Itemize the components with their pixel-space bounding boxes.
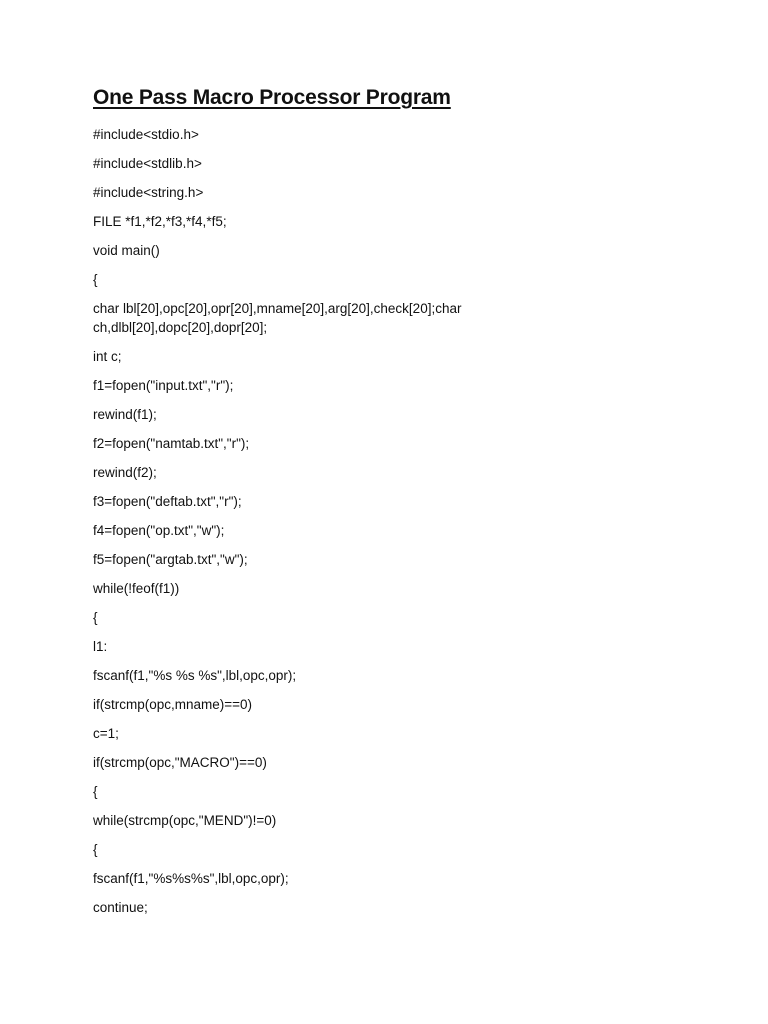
code-line: if(strcmp(opc,mname)==0) bbox=[93, 697, 253, 712]
code-line: rewind(f2); bbox=[93, 465, 157, 480]
code-line: #include<stdio.h> bbox=[93, 127, 199, 142]
code-line: while(strcmp(opc,"MEND")!=0) bbox=[93, 813, 277, 828]
code-line: f1=fopen("input.txt","r"); bbox=[93, 378, 234, 393]
code-line: void main() bbox=[93, 243, 160, 258]
code-line: { bbox=[93, 272, 98, 287]
code-line: fscanf(f1,"%s %s %s",lbl,opc,opr); bbox=[93, 668, 297, 683]
code-line: l1: bbox=[93, 639, 108, 654]
code-line: FILE *f1,*f2,*f3,*f4,*f5; bbox=[93, 214, 227, 229]
code-line: f3=fopen("deftab.txt","r"); bbox=[93, 494, 242, 509]
code-line: f4=fopen("op.txt","w"); bbox=[93, 523, 225, 538]
code-line: { bbox=[93, 784, 98, 799]
code-line: while(!feof(f1)) bbox=[93, 581, 180, 596]
code-line: f5=fopen("argtab.txt","w"); bbox=[93, 552, 248, 567]
code-line: f2=fopen("namtab.txt","r"); bbox=[93, 436, 250, 451]
code-line: #include<stdlib.h> bbox=[93, 156, 202, 171]
code-line: continue; bbox=[93, 900, 148, 915]
code-line: if(strcmp(opc,"MACRO")==0) bbox=[93, 755, 267, 770]
page-title: One Pass Macro Processor Program bbox=[93, 86, 451, 109]
code-line: char lbl[20],opc[20],opr[20],mname[20],arg[20],check[20];char bbox=[93, 301, 462, 316]
code-line: { bbox=[93, 610, 98, 625]
code-line: int c; bbox=[93, 349, 122, 364]
code-line: #include<string.h> bbox=[93, 185, 204, 200]
code-line: rewind(f1); bbox=[93, 407, 157, 422]
code-line: { bbox=[93, 842, 98, 857]
code-line: ch,dlbl[20],dopc[20],dopr[20]; bbox=[93, 320, 268, 335]
code-line: fscanf(f1,"%s%s%s",lbl,opc,opr); bbox=[93, 871, 289, 886]
code-line: c=1; bbox=[93, 726, 119, 741]
